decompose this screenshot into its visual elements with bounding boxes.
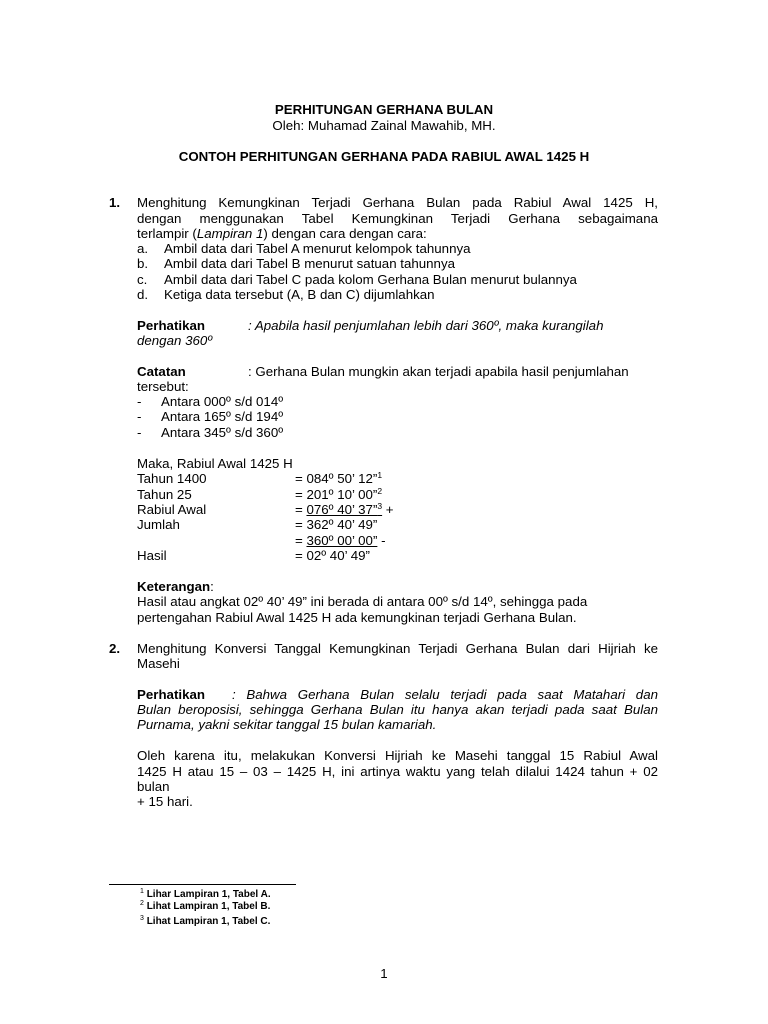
step-marker: b. — [137, 256, 149, 271]
range-marker: - — [137, 425, 142, 440]
step-text: Ambil data dari Tabel C pada kolom Gerhana Bulan menurut bulannya — [164, 272, 577, 287]
range-marker: - — [137, 409, 142, 424]
calc-row-value: = 362º 40’ 49” — [295, 517, 378, 532]
footnote-separator — [109, 884, 296, 885]
footnote-3: $^3$ Lihat Lampiran 1, Tabel C. — [140, 915, 271, 927]
section-1-line-3: terlampir (Lampiran 1) dengan cara dengan cara: — [137, 226, 427, 241]
step-text: Ambil data dari Tabel B menurut satuan tahunnya — [164, 256, 455, 271]
page-number: 1 — [380, 966, 388, 981]
perhatikan-text: : Bahwa Gerhana Bulan selalu terjadi pada saat Matahari dan — [232, 687, 658, 702]
keterangan-label: Keterangan: — [137, 579, 214, 594]
section-1-line-1: Menghitung Kemungkinan Terjadi Gerhana Bulan pada Rabiul Awal 1425 H, — [137, 195, 658, 210]
calc-row-label: Tahun 25 — [137, 487, 192, 502]
footnote-ref[interactable]: 1 — [377, 470, 383, 480]
section-2-line-1: Menghitung Konversi Tanggal Kemungkinan Terjadi Gerhana Bulan dari Hijriah ke — [137, 641, 658, 656]
conversion-paragraph-line-3: bulan — [137, 779, 170, 794]
catatan-label: Catatan — [137, 364, 186, 379]
footnote-1: $^1$ Lihar Lampiran 1, Tabel A. — [140, 888, 271, 900]
perhatikan-text-end: Purnama, yakni sekitar tanggal 15 bulan kamariah. — [137, 717, 437, 732]
step-text: Ambil data dari Tabel A menurut kelompok tahunnya — [164, 241, 471, 256]
calc-row-value: = 201º 10’ 00”$^2$ — [295, 486, 383, 502]
step-marker: d. — [137, 287, 149, 302]
conversion-paragraph-line-2: 1425 H atau 15 – 03 – 1425 H, ini artinya waktu yang telah dilalui 1424 tahun + 02 — [137, 764, 658, 779]
calc-row-label: Jumlah — [137, 517, 180, 532]
catatan-text: : Gerhana Bulan mungkin akan terjadi apabila hasil penjumlahan — [248, 364, 629, 379]
catatan-text-continued: tersebut: — [137, 379, 189, 394]
perhatikan-text-continued: dengan 360º — [137, 333, 213, 348]
conversion-paragraph-line-1: Oleh karena itu, melakukan Konversi Hijriah ke Masehi tanggal 15 Rabiul Awal — [137, 748, 658, 763]
step-marker: c. — [137, 272, 148, 287]
footnote-2: $^2$ Lihat Lampiran 1, Tabel B. — [140, 900, 271, 912]
section-2-number: 2. — [109, 641, 121, 656]
footnote-ref[interactable]: 3 — [377, 501, 383, 511]
conversion-paragraph-line-4: + 15 hari. — [137, 794, 193, 809]
document-subtitle: CONTOH PERHITUNGAN GERHANA PADA RABIUL AWAL 1425 H — [178, 149, 590, 164]
perhatikan-label: Perhatikan — [137, 687, 205, 702]
perhatikan-text: : Apabila hasil penjumlahan lebih dari 360º, maka kurangilah — [248, 318, 604, 333]
footnote-ref[interactable]: 2 — [377, 486, 383, 496]
step-marker: a. — [137, 241, 149, 256]
section-1-line-2: dengan menggunakan Tabel Kemungkinan Terjadi Gerhana sebagaimana — [137, 211, 658, 226]
calculation-intro: Maka, Rabiul Awal 1425 H — [137, 456, 293, 471]
range-text: Antara 345º s/d 360º — [161, 425, 284, 440]
calc-row-value: = 076º 40’ 37”$^3$ + — [295, 501, 394, 517]
range-marker: - — [137, 394, 142, 409]
range-text: Antara 000º s/d 014º — [161, 394, 284, 409]
section-1-number: 1. — [109, 195, 121, 210]
calc-row-value: = 02º 40’ 49” — [295, 548, 370, 563]
document-title: PERHITUNGAN GERHANA BULAN — [274, 102, 494, 117]
calc-row-value: = 360º 00’ 00” - — [295, 533, 386, 548]
document-author: Oleh: Muhamad Zainal Mawahib, MH. — [272, 118, 496, 133]
calc-row-label: Hasil — [137, 548, 167, 563]
perhatikan-text-continued: Bulan beroposisi, sehingga Gerhana Bulan itu hanya akan terjadi pada saat Bulan — [137, 702, 658, 717]
section-2-line-2: Masehi — [137, 656, 180, 671]
calc-row-value: = 084º 50’ 12”$^1$ — [295, 470, 383, 486]
step-text: Ketiga data tersebut (A, B dan C) dijumlahkan — [164, 287, 435, 302]
perhatikan-label: Perhatikan — [137, 318, 205, 333]
keterangan-text: Hasil atau angkat 02º 40’ 49” ini berada di antara 00º s/d 14º, sehingga pada — [137, 594, 588, 609]
keterangan-text-continued: pertengahan Rabiul Awal 1425 H ada kemungkinan terjadi Gerhana Bulan. — [137, 610, 577, 625]
calc-row-label: Rabiul Awal — [137, 502, 207, 517]
range-text: Antara 165º s/d 194º — [161, 409, 284, 424]
calc-row-label: Tahun 1400 — [137, 471, 207, 486]
